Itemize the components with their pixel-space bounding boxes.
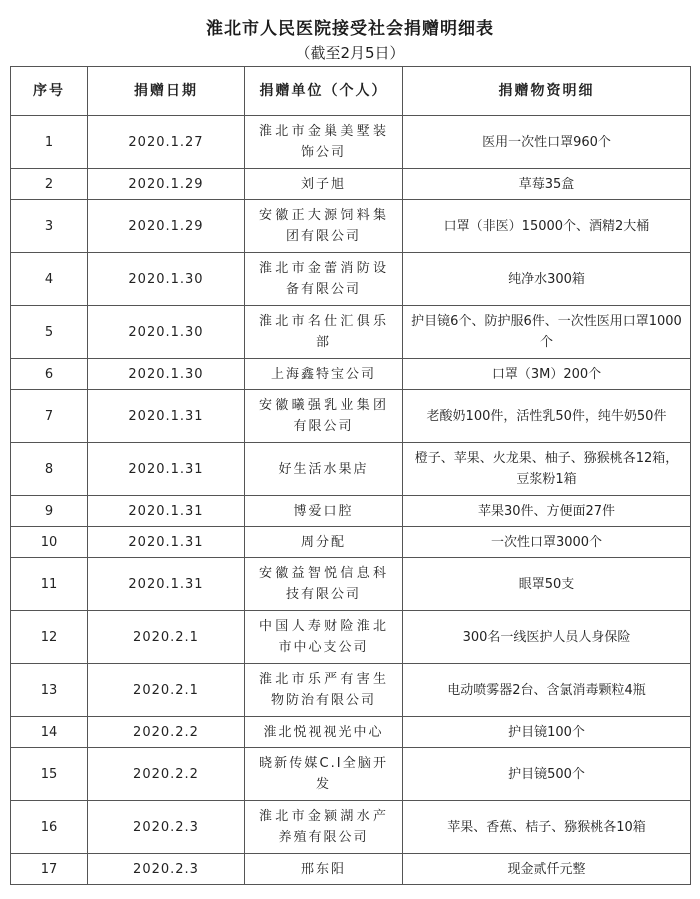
cell-date: 2020.2.1 <box>88 611 245 664</box>
cell-donor: 淮北市乐严有害生物防治有限公司 <box>245 664 403 717</box>
donations-table <box>10 66 691 885</box>
table-row <box>11 116 691 169</box>
cell-date: 2020.1.31 <box>88 496 245 527</box>
cell-items: 苹果、香蕉、桔子、猕猴桃各10箱 <box>403 801 691 854</box>
table-row <box>11 496 691 527</box>
table-row <box>11 801 691 854</box>
table-row <box>11 443 691 496</box>
cell-donor: 博爱口腔 <box>245 496 403 527</box>
cell-items: 草莓35盒 <box>403 169 691 200</box>
cell-date: 2020.1.31 <box>88 390 245 443</box>
cell-items: 300名一线医护人员人身保险 <box>403 611 691 664</box>
cell-date: 2020.1.30 <box>88 359 245 390</box>
cell-donor: 刘子旭 <box>245 169 403 200</box>
cell-date: 2020.1.30 <box>88 306 245 359</box>
cell-date: 2020.1.30 <box>88 253 245 306</box>
table-row <box>11 854 691 885</box>
cell-date: 2020.2.1 <box>88 664 245 717</box>
cell-donor: 晓新传媒C.I全脑开发 <box>245 748 403 801</box>
cell-donor: 淮北市名仕汇俱乐部 <box>245 306 403 359</box>
table-header-row <box>11 67 691 116</box>
cell-donor: 好生活水果店 <box>245 443 403 496</box>
cell-donor: 中国人寿财险淮北市中心支公司 <box>245 611 403 664</box>
table-row <box>11 200 691 253</box>
table-row <box>11 748 691 801</box>
cell-donor: 淮北市金巢美墅装饰公司 <box>245 116 403 169</box>
cell-donor: 周分配 <box>245 527 403 558</box>
cell-date: 2020.1.27 <box>88 116 245 169</box>
cell-date: 2020.2.3 <box>88 801 245 854</box>
cell-serial: 4 <box>11 253 88 306</box>
cell-serial: 6 <box>11 359 88 390</box>
cell-items: 眼罩50支 <box>403 558 691 611</box>
cell-serial: 10 <box>11 527 88 558</box>
cell-date: 2020.1.29 <box>88 169 245 200</box>
cell-items: 橙子、苹果、火龙果、柚子、猕猴桃各12箱，豆浆粉1箱 <box>403 443 691 496</box>
cell-donor: 安徽益智悦信息科技有限公司 <box>245 558 403 611</box>
table-row <box>11 527 691 558</box>
header-items: 捐赠物资明细 <box>403 67 691 116</box>
table-row <box>11 306 691 359</box>
cell-items: 一次性口罩3000个 <box>403 527 691 558</box>
cell-items: 护目镜500个 <box>403 748 691 801</box>
table-row <box>11 390 691 443</box>
cell-serial: 14 <box>11 717 88 748</box>
document-title: 淮北市人民医院接受社会捐赠明细表 <box>206 19 494 39</box>
cell-donor: 邢东阳 <box>245 854 403 885</box>
header-donor: 捐赠单位（个人） <box>245 67 403 116</box>
cell-date: 2020.1.31 <box>88 558 245 611</box>
cell-serial: 7 <box>11 390 88 443</box>
cell-date: 2020.2.3 <box>88 854 245 885</box>
cell-date: 2020.1.31 <box>88 527 245 558</box>
table-row <box>11 359 691 390</box>
cell-serial: 15 <box>11 748 88 801</box>
cell-date: 2020.1.29 <box>88 200 245 253</box>
cell-date: 2020.2.2 <box>88 748 245 801</box>
table-body <box>11 116 691 885</box>
cell-serial: 9 <box>11 496 88 527</box>
table-row <box>11 558 691 611</box>
table-row <box>11 169 691 200</box>
cell-items: 口罩（非医）15000个、酒精2大桶 <box>403 200 691 253</box>
header-serial: 序号 <box>11 67 88 116</box>
table-row <box>11 253 691 306</box>
cell-items: 口罩（3M）200个 <box>403 359 691 390</box>
cell-serial: 13 <box>11 664 88 717</box>
header-date: 捐赠日期 <box>88 67 245 116</box>
cell-serial: 1 <box>11 116 88 169</box>
cell-items: 护目镜100个 <box>403 717 691 748</box>
cell-donor: 淮北悦视视光中心 <box>245 717 403 748</box>
cell-items: 护目镜6个、防护服6件、一次性医用口罩1000个 <box>403 306 691 359</box>
cell-serial: 11 <box>11 558 88 611</box>
cell-items: 老酸奶100件，活性乳50件，纯牛奶50件 <box>403 390 691 443</box>
cell-donor: 淮北市金蕾消防设备有限公司 <box>245 253 403 306</box>
cell-donor: 淮北市金颍湖水产养殖有限公司 <box>245 801 403 854</box>
cell-items: 电动喷雾器2台、含氯消毒颗粒4瓶 <box>403 664 691 717</box>
cell-serial: 8 <box>11 443 88 496</box>
cell-donor: 安徽正大源饲料集团有限公司 <box>245 200 403 253</box>
cell-items: 纯净水300箱 <box>403 253 691 306</box>
document-subtitle: （截至2月5日） <box>295 44 405 62</box>
cell-serial: 12 <box>11 611 88 664</box>
cell-date: 2020.1.31 <box>88 443 245 496</box>
cell-serial: 2 <box>11 169 88 200</box>
cell-items: 医用一次性口罩960个 <box>403 116 691 169</box>
cell-donor: 上海鑫特宝公司 <box>245 359 403 390</box>
cell-donor: 安徽曦强乳业集团有限公司 <box>245 390 403 443</box>
table-row <box>11 664 691 717</box>
table-row <box>11 611 691 664</box>
cell-serial: 3 <box>11 200 88 253</box>
cell-items: 苹果30件、方便面27件 <box>403 496 691 527</box>
cell-serial: 5 <box>11 306 88 359</box>
table-row <box>11 717 691 748</box>
cell-items: 现金贰仟元整 <box>403 854 691 885</box>
cell-serial: 17 <box>11 854 88 885</box>
cell-date: 2020.2.2 <box>88 717 245 748</box>
cell-serial: 16 <box>11 801 88 854</box>
